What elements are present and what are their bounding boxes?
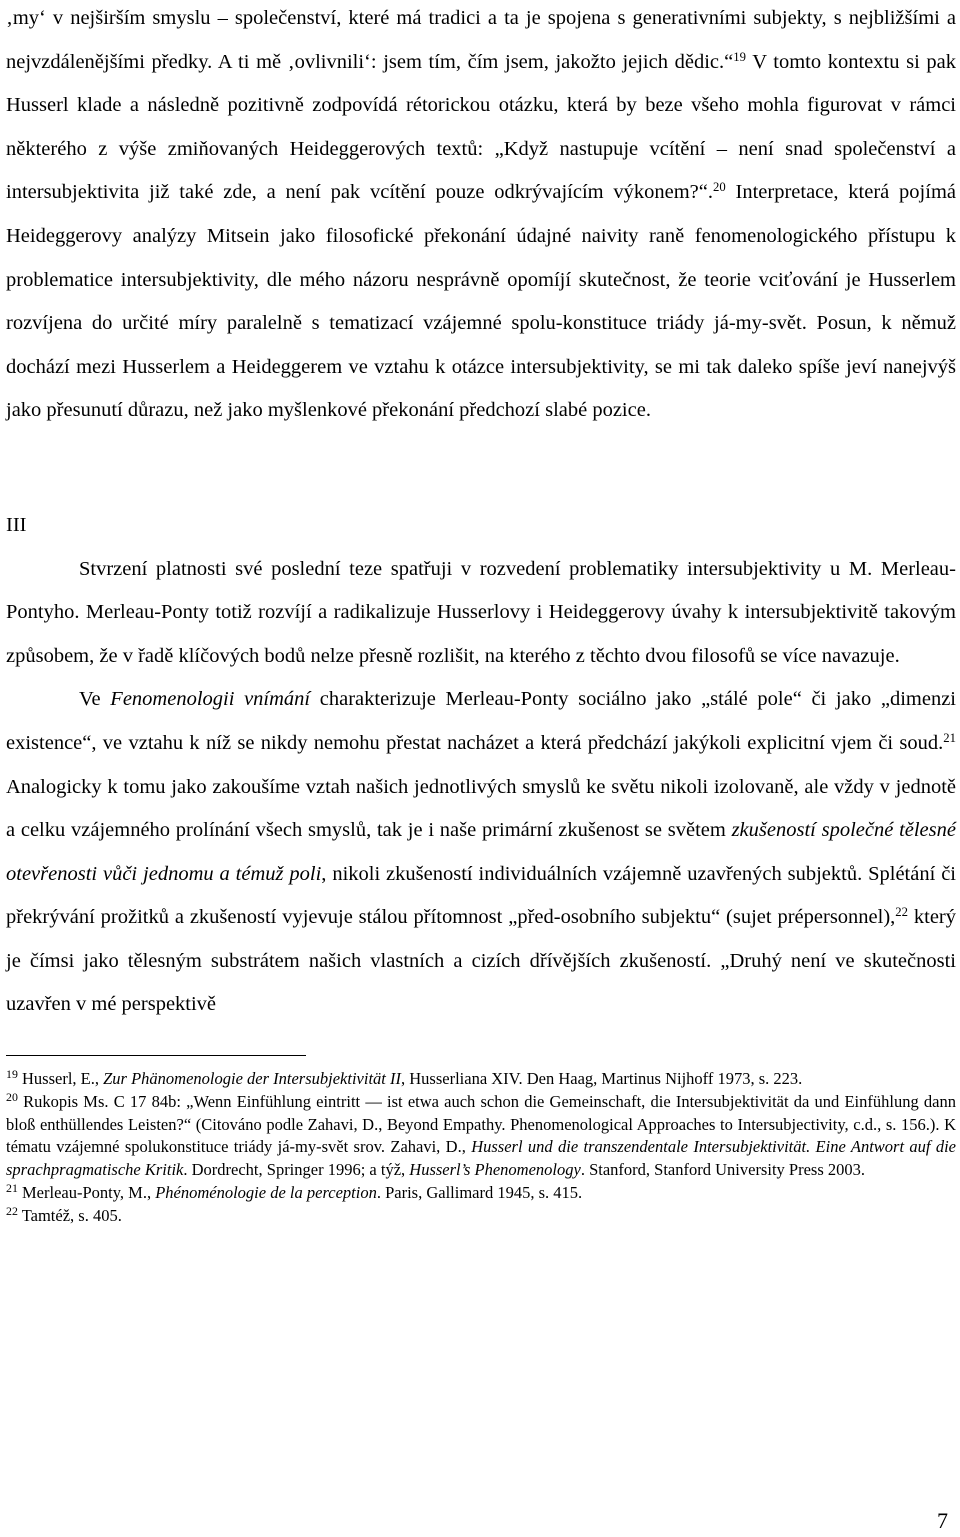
section-number: III — [6, 513, 27, 536]
footnotes — [6, 1068, 956, 1228]
text-run: Merleau-Ponty, M., — [17, 1183, 156, 1203]
text-run: Interpretace, která pojímá Heideggerovy analýzy Mitsein jako filosofické překonání údajné naivity raně fenomenologického přístupu k problematice intersubjektivity, dle mého názoru nesprávně opomíjí skutečnost, že teorie vciťování je Husserlem rozvíjena do určité míry paralelně s tematizací vzájemné spolu-konstituce triády já-my-svět. Posun, k němuž dochází mezi Husserlem a Heideggerem ve vztahu k otázce intersubjektivity, se mi tak daleko spíše jeví nanejvýš jako přesunutí důrazu, než jako myšlenkové překonání předchozí slabé pozice. — [6, 181, 956, 422]
book-title-italic: Zur Phänomenologie der Intersubjektivität II — [103, 1069, 401, 1089]
text-run: , Husserliana XIV. Den Haag, Martinus Nijhoff 1973, s. 223. — [401, 1069, 803, 1089]
book-title-italic: Phénoménologie de la perception — [155, 1183, 377, 1203]
book-title-italic: Husserl und die transzendentale Intersubjektivität. Eine Antwort auf die sprachpragmatische Kritik — [6, 1137, 956, 1180]
footnote-ref-22[interactable]: 22 — [895, 905, 908, 920]
footnote-21 — [6, 1182, 956, 1205]
paragraph-husserl-heidegger — [6, 0, 956, 433]
footnote-number: 21 — [6, 1181, 18, 1196]
section-spacer — [6, 433, 956, 504]
document-page — [6, 0, 956, 1228]
footnote-number: 19 — [6, 1067, 18, 1082]
emphasis-italic: zkušeností společné tělesné otevřenosti vůči jednomu a témuž poli — [6, 819, 956, 885]
text-run: Analogicky k tomu jako zakoušíme vztah našich jednotlivých smyslů ke světu nikoli izolovaně, ale vždy v jednotě a celku vzájemného prolínání všech smyslů, tak je i naše primární zkušenost se světem — [6, 775, 956, 842]
paragraph-thesis: Stvrzení platnosti své poslední teze spatřuji v rozvedení problematiky intersubjektivity u M. Merleau-Pontyho. Merleau-Ponty totiž rozvíjí a radikalizuje Husserlovy i Heideggerovy úvahy k intersubjektivitě takovým způsobem, že v řadě klíčových bodů nelze přesně rozlišit, na kterého z těchto dvou filosofů se více navazuje. — [6, 557, 956, 667]
text-run: Ve — [79, 688, 111, 711]
footnote-19 — [6, 1068, 956, 1091]
footnote-number: 20 — [6, 1089, 18, 1104]
footnote-number: 22 — [6, 1203, 18, 1218]
footnote-ref-20[interactable]: 20 — [713, 180, 726, 195]
footnote-ref-19[interactable]: 19 — [733, 49, 746, 64]
paragraph-merleau-ponty — [6, 678, 956, 1027]
text-run: . Stanford, Stanford University Press 2003. — [580, 1160, 865, 1180]
footnote-20 — [6, 1091, 956, 1182]
text-run: , nikoli zkušeností individuálních vzájemně uzavřených subjektů. Splétání či překrývání prožitků a zkušeností vyjevuje stálou přítomnost „před-osobního subjektu“ (sujet prépersonnel), — [6, 862, 956, 929]
text-run: . Dordrecht, Springer 1996; a týž, — [183, 1160, 410, 1180]
footnote-ref-21[interactable]: 21 — [943, 730, 956, 745]
text-run: . Paris, Gallimard 1945, s. 415. — [376, 1183, 583, 1203]
text-run: charakterizuje Merleau-Ponty sociálno jako „stálé pole“ či jako „dimenzi existence“, ve vztahu k níž se nikdy nemohu přestat nacházet a která předchází jakýkoli explicitní vjem či soud. — [6, 688, 957, 754]
book-title-italic: Fenomenologii vnímání — [110, 688, 311, 711]
book-title-italic: Husserl’s Phenomenology — [409, 1160, 581, 1180]
text-run: ‚my‘ v nejširším smyslu – společenství, které má tradici a ta je spojena s generativními subjekty, s nejbližšími a nejvzdálenějšími předky. A ti mě ‚ovlivnili‘: jsem tím, čím jsem, jakožto jejich dědic.“ — [6, 7, 956, 73]
footnote-divider — [6, 1055, 306, 1056]
text-run: V tomto kontextu si pak Husserl klade a následně pozitivně zodpovídá rétorickou otázku, která by beze všeho mohla figurovat v rámci některého z výše zmiňovaných Heideggerových textů: „Když nastupuje vcítění – není snad společenství a intersubjektivita již také zde, a není pak vcítění pouze odkrývajícím výkonem?“. — [6, 50, 956, 204]
text-run: Husserl, E., — [17, 1069, 104, 1089]
text-run: Rukopis Ms. C 17 84b: „Wenn Einfühlung eintritt — ist etwa auch schon die Gemeinschaft, die Intersubjektivität da und Einfühlung dann bloß enthüllendes Leisten?“ (Citováno podle Zahavi, D., Beyond Empathy. Phenomenological Approaches to Intersubjectivity, c.d., s. 156.). K tématu vzájemné spolukonstituce triády já-my-svět srov. Zahavi, D., — [6, 1091, 956, 1157]
main-text — [6, 0, 956, 1027]
text-run: který je čímsi jako tělesným substrátem našich vlastních a cizích dřívějších zkušeností. „Druhý není ve skutečnosti uzavřen v mé perspektivě — [6, 906, 956, 1016]
text-run: Tamtéž, s. 405. — [17, 1205, 122, 1225]
footnote-22 — [6, 1205, 956, 1228]
page-number: 7 — [937, 1508, 948, 1533]
